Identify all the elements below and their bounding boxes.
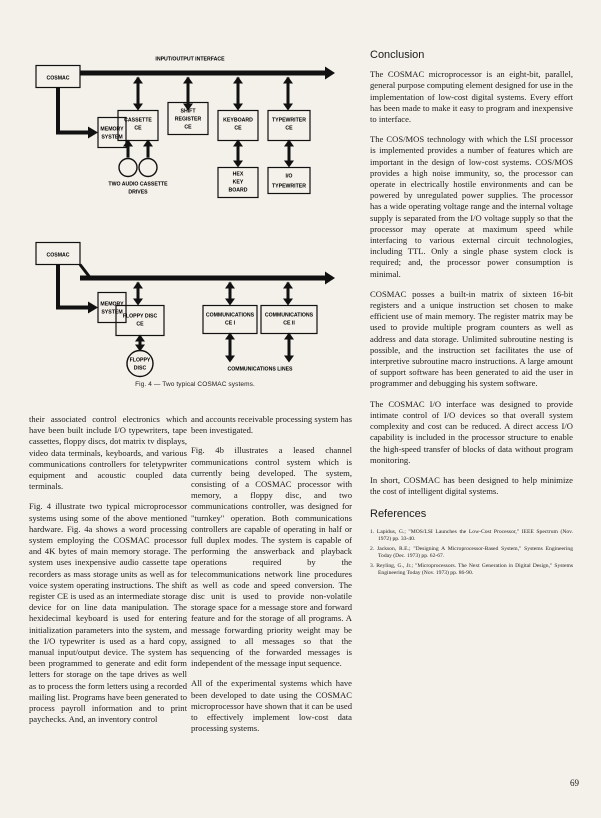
bus-label: INPUT/OUTPUT INTERFACE (155, 56, 225, 63)
comm-ce1-block (203, 306, 257, 334)
floppy-ce-block (116, 306, 164, 336)
hex-label-2: KEY (232, 179, 244, 186)
cassette-drive-2 (139, 159, 157, 177)
drives-label-2: DRIVES (128, 189, 148, 196)
paragraph: Fig. 4b illustrates a leased channel communications control system which is currently being developed. The system, consisting of a COSMAC processor with memory, a floppy disc, and two communications controller, was designed for "turnkey" operation. Both communications controllers are capable of operating in half or full duplex modes. The system is capable of performing the answerback and playback operations required by the telecommunications network line procedures as well as code and speed conversion. The disc unit is used to provide non-volatile storage space for a message store and forward feature and for the storage of all programs. A message forwarding priority weight may be assigned to all messages so that the sequencing of the forwarded messages is independent of the message input sequence. (191, 445, 352, 669)
floppy-disc-label-1: FLOPPY (129, 357, 151, 364)
memory-link-a (58, 88, 90, 133)
paragraph: The COSMAC I/O interface was designed to provide intimate control of I/O devices so that overall system complexity and cost can be reduced. A direct access I/O capability is included in the processor structure to enable the high-speed transfer of blocks of data without program monitoring. (370, 398, 573, 465)
cpu-label-b: COSMAC (46, 252, 70, 259)
reference-item: 3. Reyling, G., Jr.; "Microprocessors. The Next Generation in Digital Design," Systems Engineering Today (Nov. 1973) pp. 86-90. (370, 562, 573, 576)
memory-label-b-1: MEMORY (100, 301, 124, 308)
cpu-label-a: COSMAC (46, 75, 70, 82)
reference-list (370, 529, 573, 577)
diagram-b (36, 243, 335, 377)
paragraph: The COS/MOS technology with which the LSI processor is implemented provides a number of features which are important in the design of low-cost systems. COS/MOS provides a high noise immunity, so, the processor can operate in electrically hostile environments and can be powered by unregulated power supplies. The processor has a wide operating voltage range and the internal voltage supply is separated from the I/O voltage supply so that the processor may operate at maximum speed while interfacing to various external circuit technologies, including TTL. Only a single phase system clock is required; and, the processor power consumption is minimal. (370, 134, 573, 279)
references-heading: References (370, 508, 427, 521)
paragraph: and accounts receivable processing system has been investigated. (191, 414, 352, 436)
drives-label-1: TWO AUDIO CASSETTE (108, 181, 168, 188)
bus-bar-b (80, 276, 330, 281)
memory-label-a-2: SYSTEM (101, 134, 123, 141)
comm1-label-1: COMMUNICATIONS (205, 312, 255, 319)
io-typewriter-block (268, 168, 310, 194)
floppy-disc-drive (127, 351, 153, 377)
text-column-right (370, 50, 573, 580)
memory-label-b-2: SYSTEM (101, 309, 123, 316)
paragraph: COSMAC posses a built-in matrix of sixteen 16-bit registers and a unique instruction set chosen to make efficient use of main memory. The register matrix may be used to provide multiple program counters as well as address and data storage. Unlimited subroutine nesting is possible, and the instruction set facilitates the use of interpretive subroutine macro instructions. A large amount of support software has been generated to aid the user in programmer and debugging his system software. (370, 288, 573, 389)
paragraph: Fig. 4 illustrate two typical microprocessor systems using some of the above mentioned hardware. Fig. 4a shows a word processing system employing the COSMAC processor and 4K bytes of main memory storage. The system uses inexpensive audio cassette tape recorders as mass storage units as well as for voice system operating instructions. The shift register CE is used as an intermediate storage device for on line data manipulation. The hexidecimal keyboard is used for entering initialization parameters into the system, and the I/O typewriter is used as a hard copy, manual input/output device. The system has been programmed to generate and edit form letters for storage on the tape drives as well as to process the form letters using a recorded mailing list. Programs have been generated to process payroll information and to print paychecks. And, an inventory control (29, 501, 187, 725)
figure-cosmac-systems (30, 40, 360, 400)
reference-item: 1. Lapidus, G.; "MOS/LSI Launches the Low-Cost Processor," IEEE Spectrum (Nov. 1972) pp. 33-40. (370, 528, 573, 542)
keyboard-label-2: CE (234, 125, 242, 132)
io-label-2: TYPEWRITER (271, 183, 307, 190)
shift-label-2: REGISTER (174, 116, 202, 123)
hex-label-1: HEX (232, 171, 244, 178)
typewriter-label-1: TYPEWRITER (271, 117, 307, 124)
comm1-label-2: CE I (224, 320, 236, 327)
comm-ce2-block (261, 306, 317, 334)
cassette-label-1: CASSETTE (124, 117, 152, 124)
paragraph: All of the experimental systems which have been developed to date using the COSMAC microprocessor have shown that it can be used to effectively implement low-cost data processing systems. (191, 678, 352, 734)
keyboard-label-1: KEYBOARD (223, 117, 253, 124)
conclusion-heading: Conclusion (370, 49, 425, 61)
text-column-middle (191, 414, 352, 743)
paragraph: In short, COSMAC has been designed to help minimize the cost of intelligent digital systems. (370, 474, 573, 497)
cassette-drive-1 (119, 159, 137, 177)
typewriter-label-2: CE (285, 125, 293, 132)
diagram-a (36, 57, 335, 198)
reference-item: 2. Jackson, R.E.; "Designing A Microprocessor-Based System," Systems Engineering Today (Dec. 1973) pp. 62-67. (370, 545, 573, 559)
block-diagram (30, 40, 360, 400)
floppy-disc-label-2: DISC (133, 365, 147, 372)
shift-label-1: SHIFT (180, 108, 196, 115)
floppy-ce-label-1: FLOPPY DISC (122, 313, 158, 320)
figure-caption: Fig. 4 — Two typical COSMAC systems. (135, 381, 255, 388)
paragraph: The COSMAC microprocessor is an eight-bit, parallel, general purpose computing element designed for use in the implementation of low-cost digital systems. Every effort has been made to make it easy to program and inexpensive to interface. (370, 69, 573, 125)
cassette-label-2: CE (134, 125, 142, 132)
page-number: 69 (570, 778, 579, 788)
shift-label-3: CE (184, 124, 192, 131)
io-label-1: I/O (285, 173, 293, 180)
paragraph: their associated control electronics which have been built include I/O typewriters, tape cassettes, floppy discs, dot matrix tv displays, video data terminals, keyboards, and various communications controllers for teletypwriter equipment and acoustic coupled data terminals. (29, 414, 187, 492)
memory-block-a (98, 118, 126, 148)
comm-lines-label: COMMUNICATIONS LINES (227, 366, 293, 373)
bus-bar-a (80, 71, 330, 76)
floppy-ce-label-2: CE (136, 321, 144, 328)
text-column-left (29, 414, 187, 734)
hex-label-3: BOARD (228, 187, 248, 194)
comm2-label-1: COMMUNICATIONS (264, 312, 314, 319)
memory-label-a-1: MEMORY (100, 126, 124, 133)
comm2-label-2: CE II (283, 320, 295, 327)
